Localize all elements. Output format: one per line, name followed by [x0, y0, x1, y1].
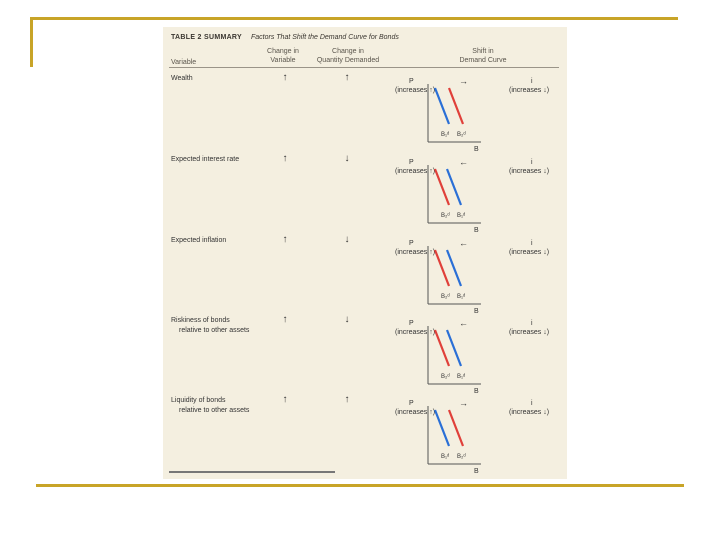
change-variable-arrow: ↑: [282, 314, 288, 325]
row-variable-label: Expected interest rate: [171, 156, 240, 163]
col-header-shift: Shift in Demand Curve: [459, 48, 507, 64]
curve-label-2: B₂ᵈ: [457, 132, 466, 138]
p-axis-note: (increases ↑): [395, 249, 436, 256]
shift-direction-arrow: →: [459, 76, 468, 86]
change-quantity-arrow: ↓: [344, 234, 350, 245]
change-variable-arrow: ↑: [282, 72, 288, 83]
demand-curve-red: [435, 330, 449, 366]
demand-shift-graph: [425, 82, 483, 146]
p-axis-label: P: [409, 320, 414, 327]
row-variable-label: Expected inflation: [171, 237, 227, 244]
demand-curve-blue: [435, 88, 449, 124]
frame-bottom-rule: [36, 484, 684, 487]
demand-curve-red: [435, 250, 449, 286]
curve-label-1: B₁ᵈ: [441, 132, 450, 138]
i-axis-label: i: [531, 78, 533, 85]
curve-label-2: B₁ᵈ: [457, 294, 466, 300]
change-variable-arrow: ↑: [282, 394, 288, 405]
change-variable-arrow: ↑: [282, 234, 288, 245]
row-variable-label: Riskiness of bonds relative to other assets: [171, 317, 250, 334]
i-axis-note: (increases ↓): [509, 87, 550, 94]
p-axis-label: P: [409, 240, 414, 247]
col-header-change-quantity: Change in Quantity Demanded: [316, 48, 380, 64]
quantity-axis-label: B: [474, 308, 479, 315]
table-title: TABLE 2 SUMMARY: [171, 34, 242, 41]
row-variable-label: Liquidity of bonds relative to other assets: [171, 397, 250, 414]
quantity-axis-label: B: [474, 468, 479, 475]
curve-label-1: B₂ᵈ: [441, 213, 450, 219]
curve-label-2: B₁ᵈ: [457, 213, 466, 219]
p-axis-label: P: [409, 400, 414, 407]
demand-shift-graph: [425, 324, 483, 388]
shift-direction-arrow: ←: [459, 238, 468, 248]
i-axis-label: i: [531, 240, 533, 247]
shift-direction-arrow: ←: [459, 318, 468, 328]
p-axis-note: (increases ↑): [395, 409, 436, 416]
demand-curve-blue: [447, 330, 461, 366]
demand-shift-graph: [425, 404, 483, 468]
curve-label-1: B₂ᵈ: [441, 374, 450, 380]
p-axis-note: (increases ↑): [395, 329, 436, 336]
quantity-axis-label: B: [474, 146, 479, 153]
quantity-axis-label: B: [474, 388, 479, 395]
shift-direction-arrow: ←: [459, 157, 468, 167]
curve-label-2: B₂ᵈ: [457, 454, 466, 460]
header-rule: [169, 67, 559, 68]
row-variable-label: Wealth: [171, 75, 193, 82]
demand-curve-blue: [435, 410, 449, 446]
p-axis-note: (increases ↑): [395, 87, 436, 94]
frame-left-rule: [30, 17, 33, 67]
i-axis-note: (increases ↓): [509, 168, 550, 175]
demand-shift-graph: [425, 244, 483, 308]
i-axis-label: i: [531, 400, 533, 407]
change-quantity-arrow: ↓: [344, 314, 350, 325]
i-axis-note: (increases ↓): [509, 409, 550, 416]
change-quantity-arrow: ↑: [344, 72, 350, 83]
p-axis-label: P: [409, 159, 414, 166]
i-axis-note: (increases ↓): [509, 249, 550, 256]
change-quantity-arrow: ↓: [344, 153, 350, 164]
quantity-axis-label: B: [474, 227, 479, 234]
demand-curve-blue: [447, 169, 461, 205]
p-axis-note: (increases ↑): [395, 168, 436, 175]
i-axis-note: (increases ↓): [509, 329, 550, 336]
shift-direction-arrow: →: [459, 398, 468, 408]
curve-label-2: B₁ᵈ: [457, 374, 466, 380]
i-axis-label: i: [531, 320, 533, 327]
demand-curve-blue: [447, 250, 461, 286]
frame-top-rule: [30, 17, 678, 20]
change-variable-arrow: ↑: [282, 153, 288, 164]
demand-curve-red: [435, 169, 449, 205]
demand-shift-graph: [425, 163, 483, 227]
change-quantity-arrow: ↑: [344, 394, 350, 405]
demand-curve-red: [449, 410, 463, 446]
demand-curve-red: [449, 88, 463, 124]
scanned-table: [163, 27, 567, 479]
col-header-change-variable: Change in Variable: [267, 48, 299, 64]
curve-label-1: B₁ᵈ: [441, 454, 450, 460]
table-bottom-rule: [169, 471, 335, 473]
table-subtitle: Factors That Shift the Demand Curve for Bonds: [251, 34, 399, 41]
curve-label-1: B₂ᵈ: [441, 294, 450, 300]
i-axis-label: i: [531, 159, 533, 166]
p-axis-label: P: [409, 78, 414, 85]
col-header-variable: Variable: [171, 59, 197, 66]
